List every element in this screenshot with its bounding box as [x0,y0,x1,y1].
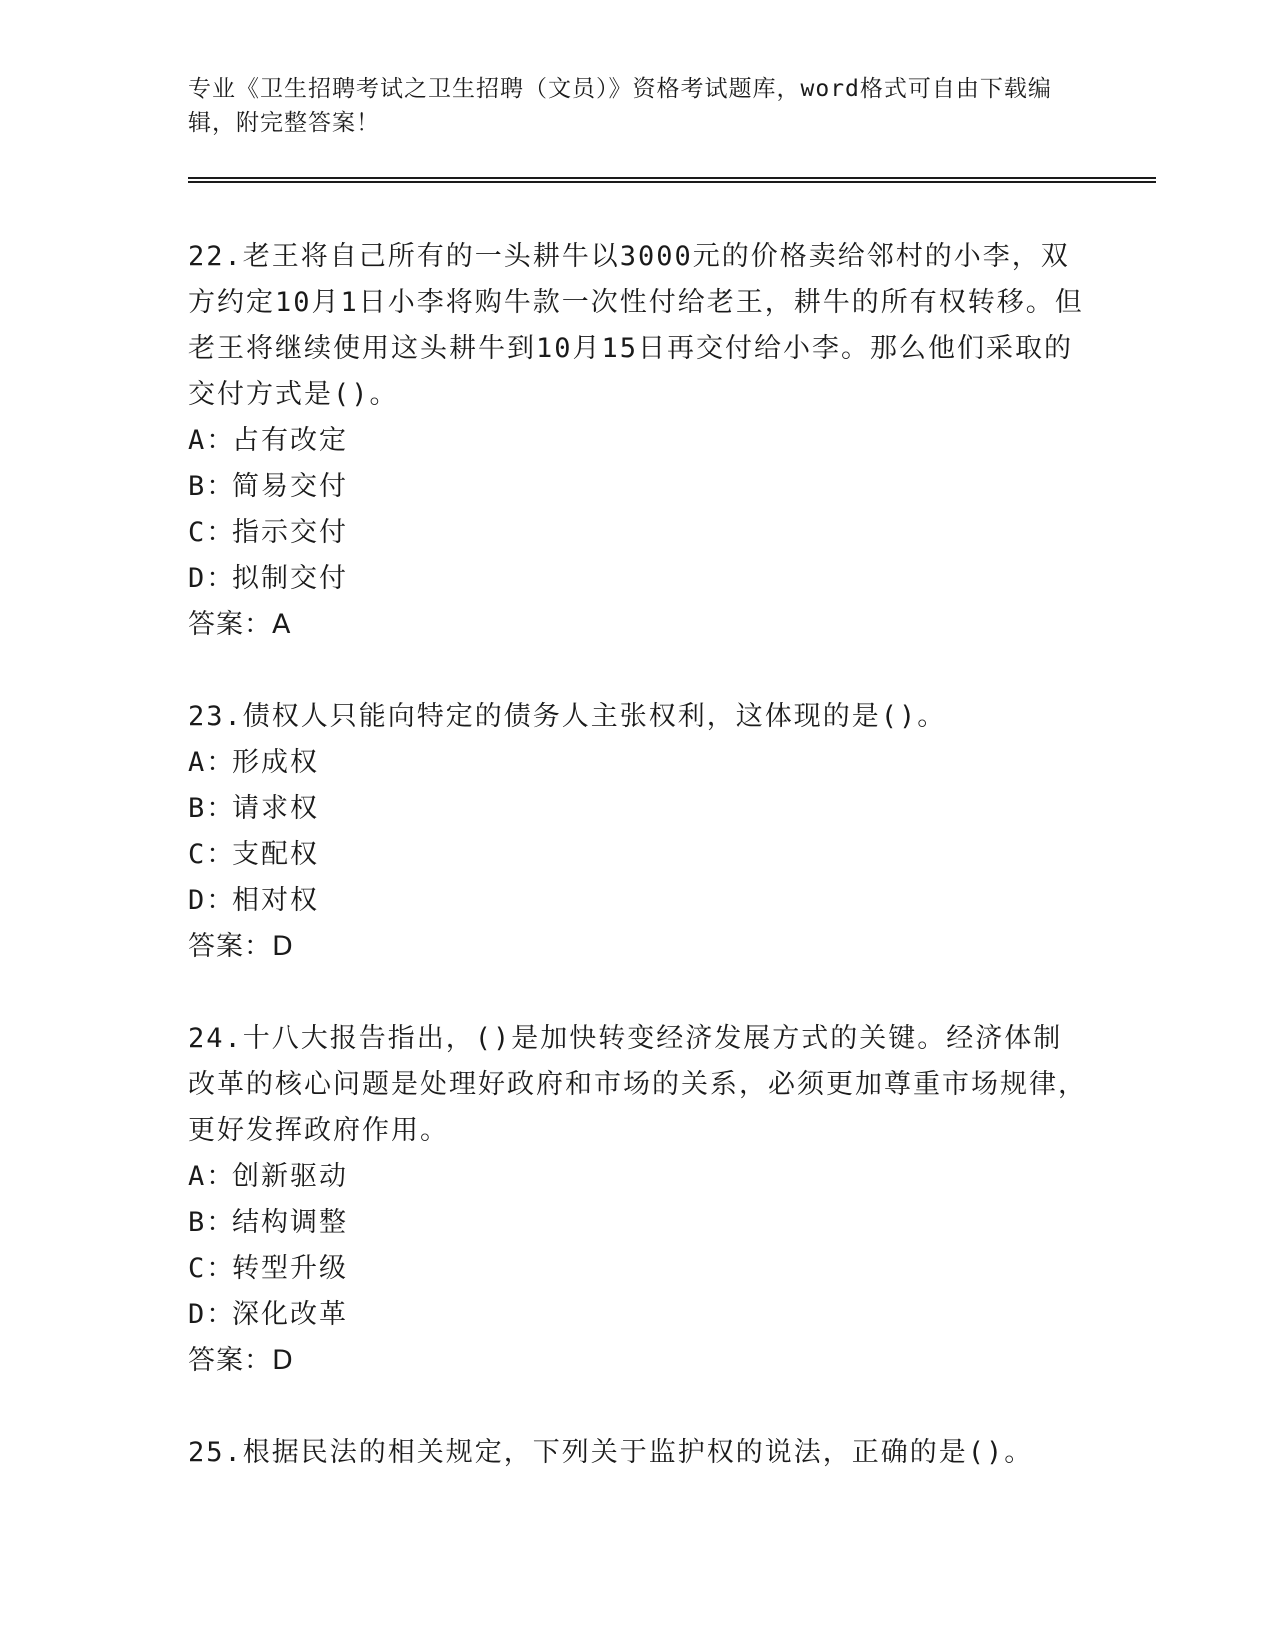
option-key: A： [188,425,236,456]
option-text: 相对权 [232,885,319,916]
question-stem: 24.十八大报告指出，()是加快转变经济发展方式的关键。经济体制改革的核心问题是处理好政府和市场的关系，必须更加尊重市场规律，更好发挥政府作用。 [188,1023,1087,1146]
option-d [188,1292,1088,1338]
question-list [188,234,1088,1522]
option-key: C： [188,839,236,870]
option-a [188,740,1088,786]
answer-line: 答案：D [188,1345,294,1376]
option-key: C： [188,1253,236,1284]
header-divider [188,177,1156,183]
option-text: 拟制交付 [232,563,348,594]
option-key: B： [188,1207,236,1238]
divider-line-bottom [188,181,1156,183]
option-b [188,464,1088,510]
question-22 [188,234,1088,648]
document-header: 专业《卫生招聘考试之卫生招聘（文员）》资格考试题库，word格式可自由下载编辑，附完整答案！ [188,76,1052,136]
option-text: 转型升级 [232,1253,348,1284]
option-text: 深化改革 [232,1299,348,1330]
option-d [188,556,1088,602]
option-b [188,1200,1088,1246]
option-a [188,418,1088,464]
question-23 [188,694,1088,970]
option-c [188,510,1088,556]
option-c [188,1246,1088,1292]
question-24 [188,1016,1088,1384]
option-a [188,1154,1088,1200]
option-key: B： [188,793,236,824]
option-key: C： [188,517,236,548]
option-key: A： [188,1161,236,1192]
option-c [188,832,1088,878]
question-stem: 23.债权人只能向特定的债务人主张权利，这体现的是()。 [188,701,947,732]
option-key: B： [188,471,236,502]
option-key: D： [188,1299,236,1330]
option-key: A： [188,747,236,778]
option-text: 创新驱动 [232,1161,348,1192]
divider-line-top [188,177,1156,179]
option-b [188,786,1088,832]
option-text: 支配权 [232,839,319,870]
option-text: 简易交付 [232,471,348,502]
option-key: D： [188,885,236,916]
option-text: 占有改定 [232,425,348,456]
question-stem: 22.老王将自己所有的一头耕牛以3000元的价格卖给邻村的小李，双方约定10月1日小李将购牛款一次性付给老王，耕牛的所有权转移。但老王将继续使用这头耕牛到10月15日再交付给小李。那么他们采取的交付方式是()。 [188,241,1084,410]
answer-line: 答案：D [188,931,294,962]
option-text: 结构调整 [232,1207,348,1238]
option-d [188,878,1088,924]
question-stem: 25.根据民法的相关规定，下列关于监护权的说法，正确的是()。 [188,1437,1034,1468]
option-key: D： [188,563,236,594]
answer-line: 答案：A [188,609,292,640]
option-text: 形成权 [232,747,319,778]
option-text: 请求权 [232,793,319,824]
question-25 [188,1430,1088,1476]
option-text: 指示交付 [232,517,348,548]
